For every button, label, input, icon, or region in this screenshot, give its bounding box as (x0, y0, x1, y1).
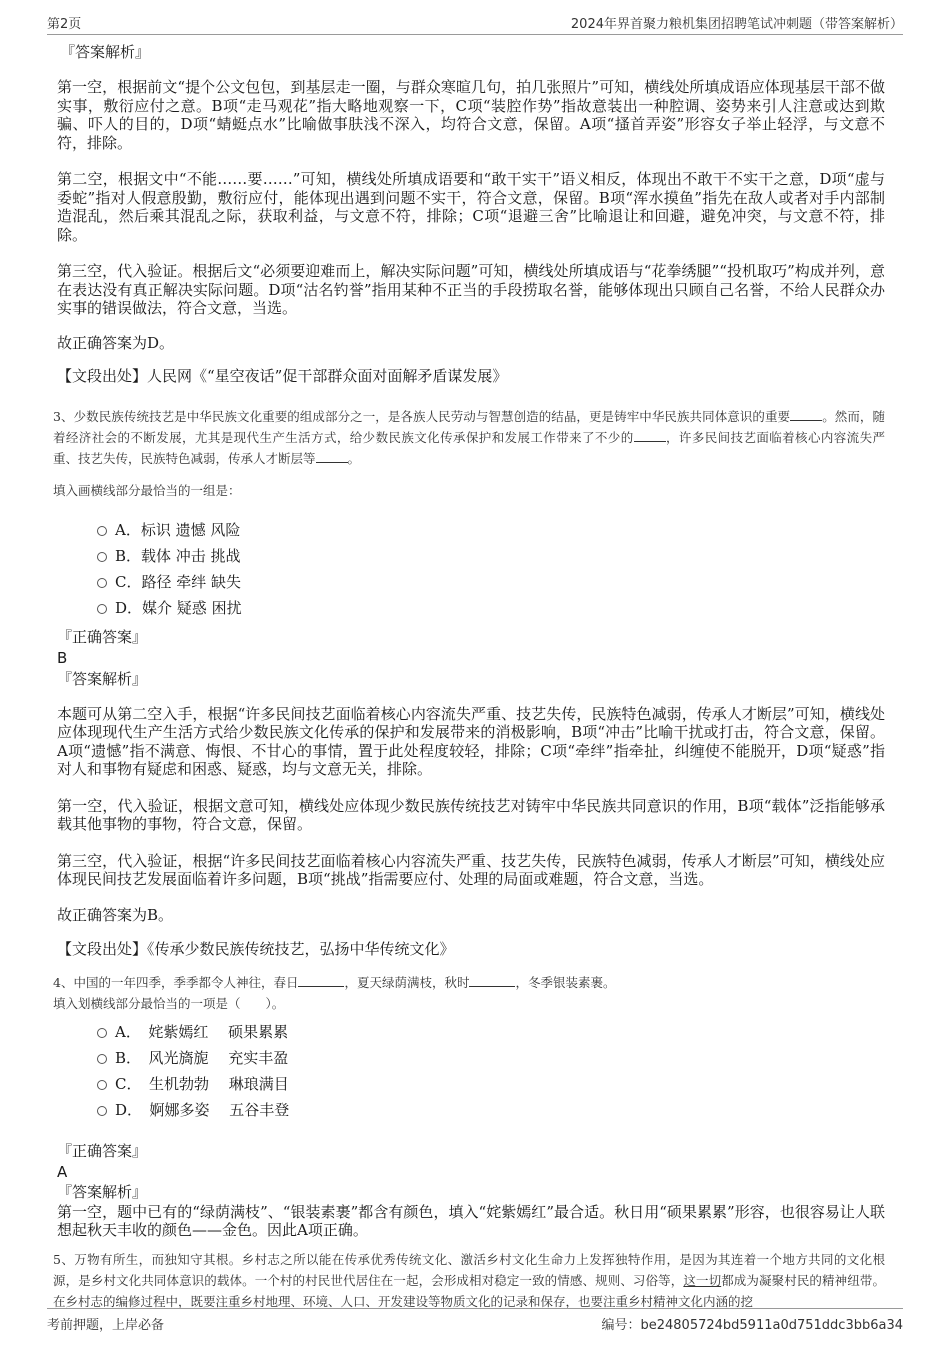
option-b[interactable]: B．载体 冲击 挑战 (57, 543, 885, 569)
correct-answer-label: 『正确答案』 (57, 627, 148, 646)
radio-icon[interactable] (97, 604, 107, 614)
option-b[interactable]: B． 风光旖旎 充实丰盈 (57, 1045, 885, 1071)
option-c[interactable]: C．路径 牵绊 缺失 (57, 569, 885, 595)
radio-icon[interactable] (97, 1054, 107, 1064)
page-header (47, 10, 903, 35)
option-d[interactable]: D．媒介 疑惑 困扰 (57, 595, 885, 621)
footer-slogan: 考前押题，上岸必备 (47, 1318, 165, 1333)
correct-answer: B (57, 648, 68, 667)
answer-blank (316, 450, 348, 463)
answer-blank (469, 974, 515, 987)
page-footer (47, 1308, 903, 1333)
document-title: 2024年界首聚力粮机集团招聘笔试冲刺题（带答案解析） (570, 17, 903, 32)
radio-icon[interactable] (97, 526, 107, 536)
answer-blank (298, 974, 344, 987)
underlined-phrase: 这一切 (683, 1272, 722, 1288)
source-citation: 【文段出处】《传承少数民族传统技艺，弘扬中华传统文化》 (57, 940, 455, 958)
correct-answer-label: 『正确答案』 (57, 1141, 148, 1160)
correct-answer: A (57, 1162, 68, 1181)
radio-icon[interactable] (97, 578, 107, 588)
option-a[interactable]: A． 姹紫嫣红 硕果累累 (57, 1019, 885, 1045)
question-4-prompt: 填入划横线部分最恰当的一项是（ ）。 (53, 995, 285, 1011)
analysis-conclusion: 故正确答案为D。 (57, 333, 175, 352)
analysis-label: 『答案解析』 (60, 43, 151, 61)
radio-icon[interactable] (97, 1028, 107, 1038)
analysis-paragraph: 第二空，根据文中“不能……要……”可知，横线处所填成语要和“敢干实干”语义相反，体现出不敢干不实干之意，D项“虚与委蛇”指对人假意殷勤，敷衍应付，能体现出遇到问题不实干，符合文意，保留。B项“浑水摸鱼”指先在敌人或者对手内部制造混乱，然后乘其混乱之际，获取利益，与文意不符，排除；C项“退避三舍”比喻退让和回避，避免冲突，与文意不符，排除。 (57, 170, 885, 244)
analysis-label: 『答案解析』 (57, 669, 148, 688)
analysis-paragraph: 本题可从第二空入手，根据“许多民间技艺面临着核心内容流失严重、技艺失传，民族特色减弱，传承人才断层”可知，横线处应体现现代生产生活方式给少数民族文化传承的保护和发展带来的消极影响，B项“冲击”比喻干扰或打击，符合文意，保留。A项“遗憾”指不满意、悔恨、不甘心的事情，置于此处程度较轻，排除；C项“牵绊”指牵扯，纠缠使不能脱开，D项“疑惑”指对人和事物有疑虑和困惑、疑惑，均与文意无关，排除。 (57, 704, 885, 778)
analysis-label: 『答案解析』 (57, 1182, 148, 1201)
option-a[interactable]: A．标识 遗憾 风险 (57, 517, 885, 543)
analysis-paragraph: 第三空，代入验证。根据后文“必须要迎难而上，解决实际问题”可知，横线处所填成语与“花拳绣腿”“投机取巧”构成并列，意在表达没有真正解决实际问题。D项“沽名钓誉”指用某种不正当的手段捞取名誉，能够体现出只顾自己名誉，不给人民群众办实事的错误做法，符合文意，当选。 (57, 262, 885, 317)
analysis-paragraph: 第一空，根据前文“提个公文包包，到基层走一圈，与群众寒暄几句，拍几张照片”可知，横线处所填成语应体现基层干部不做实事，敷衍应付之意。B项“走马观花”指大略地观察一下，C项“装腔作势”指故意装出一种腔调、姿势来引人注意或达到欺骗、吓人的目的，D项“蜻蜓点水”比喻做事肤浅不深入，均符合文意，保留。A项“搔首弄姿”形容女子举止轻浮，与文意不符，排除。 (57, 78, 885, 152)
question-4-options (57, 1019, 885, 1123)
question-4-text: 4、中国的一年四季，季季都令人神往，春日 ，夏天绿荫满枝，秋时 ，冬季银装素裹。 (53, 974, 616, 990)
question-3-options (57, 517, 885, 621)
question-3-text: 3、少数民族传统技艺是中华民族文化重要的组成部分之一，是各族人民劳动与智慧创造的结晶，更是铸牢中华民族共同体意识的重要 。然而，随着经济社会的不断发展，尤其是现代生产生活方式，给少数民族文化传承保护和发展工作带来了不少的 ，许多民间技艺面临着核心内容流失严重、技艺失传，民族特色减弱，传承人才断层等 。 (53, 408, 885, 466)
analysis-paragraph: 第一空，代入验证，根据文意可知，横线处应体现少数民族传统技艺对铸牢中华民族共同意识的作用，B项“载体”泛指能够承载其他事物的事物，符合文意，保留。 (57, 796, 885, 833)
option-c[interactable]: C． 生机勃勃 琳琅满目 (57, 1071, 885, 1097)
page-content (53, 42, 885, 1312)
answer-blank (634, 429, 666, 442)
document-code: 编号：be24805724bd5911a0d751ddc3bb6a34 (601, 1318, 903, 1333)
question-3-prompt: 填入画横线部分最恰当的一组是： (53, 482, 241, 498)
option-d[interactable]: D． 婀娜多姿 五谷丰登 (57, 1097, 885, 1123)
answer-blank (790, 408, 822, 421)
source-citation: 【文段出处】人民网《“星空夜话”促干部群众面对面解矛盾谋发展》 (57, 367, 508, 385)
analysis-paragraph: 第一空，题中已有的“绿荫满枝”、“银装素裹”都含有颜色，填入“姹紫嫣红”最合适。秋日用“硕果累累”形容，也很容易让人联想起秋天丰收的颜色——金色。因此A项正确。 (57, 1202, 885, 1239)
radio-icon[interactable] (97, 552, 107, 562)
radio-icon[interactable] (97, 1080, 107, 1090)
analysis-conclusion: 故正确答案为B。 (57, 905, 174, 924)
page-number: 第2页 (47, 17, 82, 32)
question-5-text: 5、万物有所生，而独知守其根。乡村志之所以能在传承优秀传统文化、激活乡村文化生命力上发挥独特作用，是因为其连着一个地方共同的文化根源，是乡村文化共同体意识的载体。一个村的村民世代居住在一起，会形成相对稳定一致的情感、规则、习俗等，这一切都成为凝聚村民的精神纽带。在乡村志的编修过程中，既要注重乡村地理、环境、人口、开发建设等物质文化的记录和保存，也要注重乡村精神文化内涵的挖 (53, 1251, 885, 1309)
radio-icon[interactable] (97, 1106, 107, 1116)
analysis-paragraph: 第三空，代入验证，根据“许多民间技艺面临着核心内容流失严重、技艺失传，民族特色减弱，传承人才断层”可知，横线处应体现民间技艺发展面临着许多问题，B项“挑战”指需要应付、处理的局面或难题，符合文意，当选。 (57, 851, 885, 888)
